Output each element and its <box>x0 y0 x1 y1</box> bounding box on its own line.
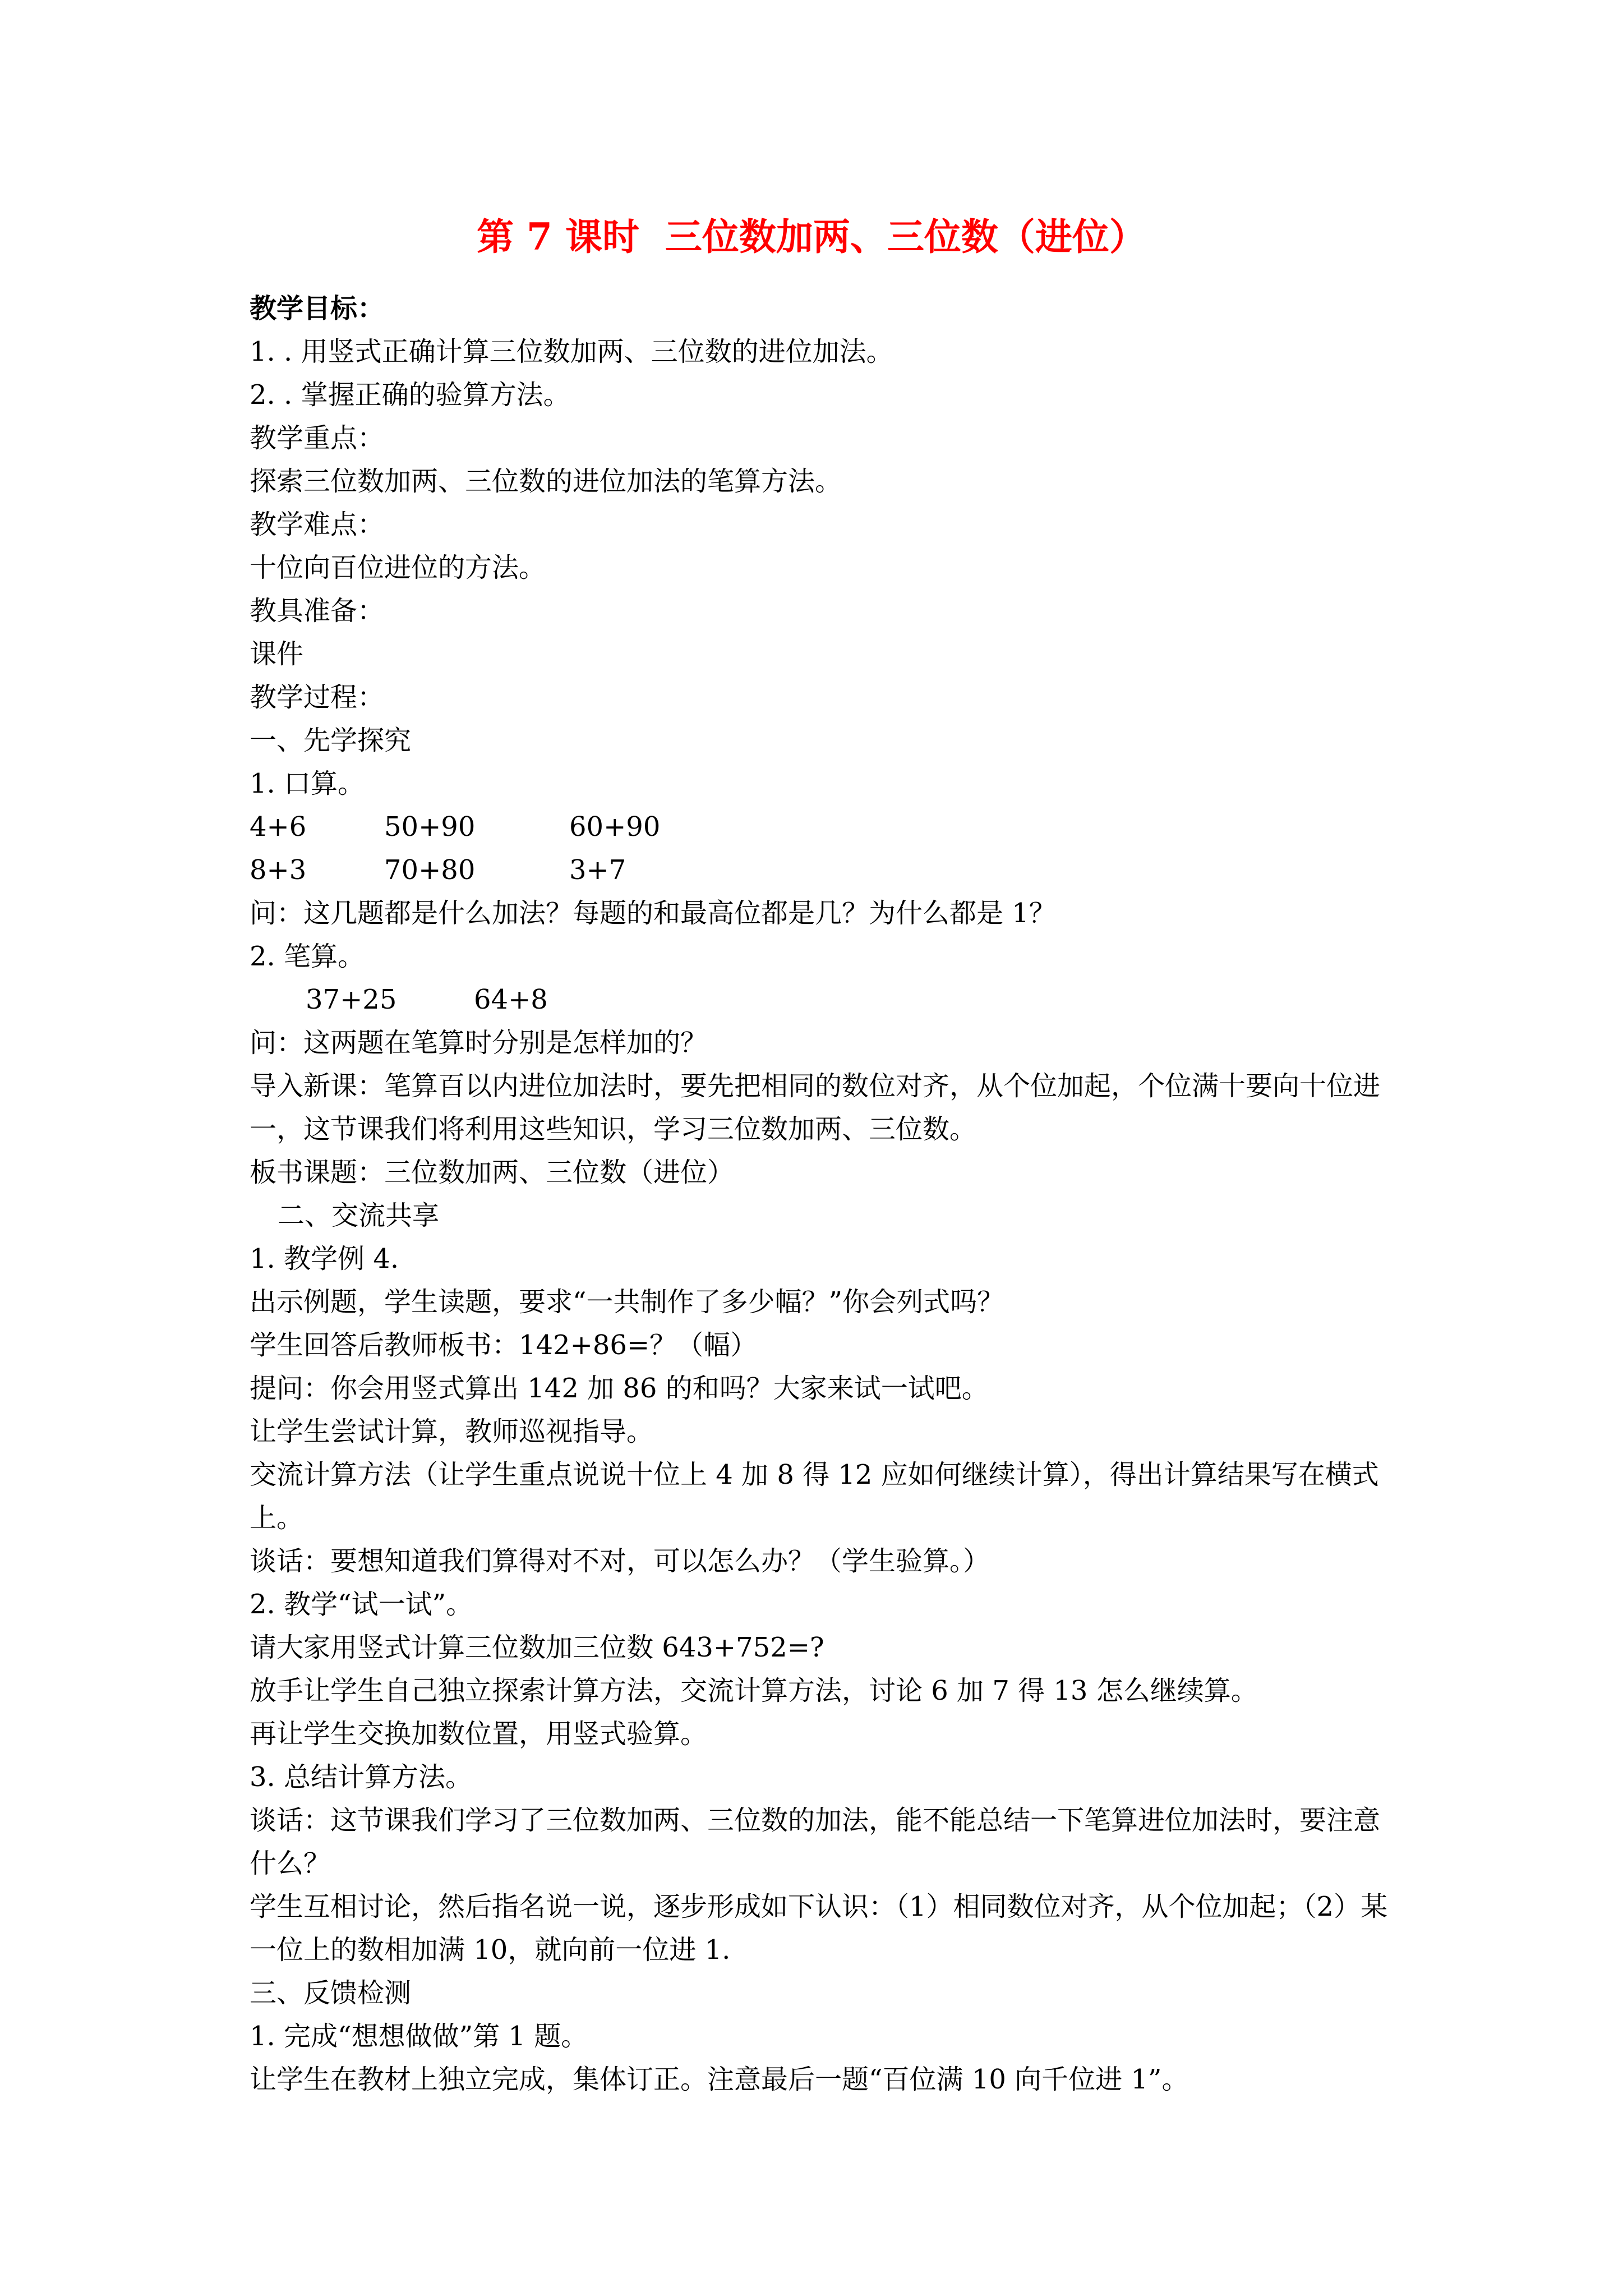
paragraph: 再让学生交换加数位置，用竖式验算。 <box>250 1718 708 1750</box>
paragraph: 让学生尝试计算，教师巡视指导。 <box>250 1416 654 1447</box>
oral-item: 3+7 <box>569 854 626 886</box>
section-2-heading: 二、交流共享 <box>278 1200 440 1231</box>
oral-calc-row-1 <box>250 806 1394 849</box>
paragraph: 出示例题，学生读题，要求“一共制作了多少幅？”你会列式吗？ <box>250 1286 1004 1318</box>
difficulty-label: 教学难点： <box>250 509 385 540</box>
paragraph: 学生回答后教师板书：142+86=？（幅） <box>250 1329 758 1361</box>
exercise-1-label: 1. 完成“想想做做”第 1 题。 <box>250 2021 588 2052</box>
paragraph: 交流计算方法（让学生重点说说十位上 4 加 8 得 12 应如何继续计算），得出计算结果写在横式上。 <box>250 1459 1379 1534</box>
written-item: 64+8 <box>474 984 548 1015</box>
objectives-heading: 教学目标： <box>250 293 385 324</box>
tools-label: 教具准备： <box>250 595 385 627</box>
oral-item: 4+6 <box>250 811 307 843</box>
written-item: 37+25 <box>306 984 397 1015</box>
document-body <box>250 287 1394 2101</box>
summary-label: 3. 总结计算方法。 <box>250 1761 473 1793</box>
board-title: 板书课题：三位数加两、三位数（进位） <box>250 1157 735 1188</box>
oral-item: 8+3 <box>250 854 307 886</box>
question-2: 问：这两题在笔算时分别是怎样加的？ <box>250 1027 708 1059</box>
oral-item: 70+80 <box>384 854 476 886</box>
paragraph: 谈话：要想知道我们算得对不对，可以怎么办？（学生验算。） <box>250 1545 990 1577</box>
question-1: 问：这几题都是什么加法？每题的和最高位都是几？为什么都是 1？ <box>250 898 1056 929</box>
objective-2: 2. . 掌握正确的验算方法。 <box>250 379 570 411</box>
oral-item: 50+90 <box>384 811 476 843</box>
oral-calc-label: 1. 口算。 <box>250 768 365 799</box>
section-1-heading: 一、先学探究 <box>250 725 412 756</box>
key-point-text: 探索三位数加两、三位数的进位加法的笔算方法。 <box>250 466 842 497</box>
example-4-label: 1. 教学例 4. <box>250 1243 399 1274</box>
process-label: 教学过程： <box>250 682 385 713</box>
paragraph: 学生互相讨论，然后指名说一说，逐步形成如下认识：（1）相同数位对齐，从个位加起；（2）某一位上的数相加满 10，就向前一位进 1. <box>250 1891 1388 1966</box>
oral-item: 60+90 <box>569 811 661 843</box>
tools-text: 课件 <box>250 638 304 670</box>
oral-calc-row-2 <box>250 849 1394 892</box>
key-point-label: 教学重点： <box>250 422 385 454</box>
written-calc-row <box>250 978 1394 1022</box>
lesson-title: 第 7 课时 三位数加两、三位数（进位） <box>477 215 1146 259</box>
difficulty-text: 十位向百位进位的方法。 <box>250 552 546 583</box>
paragraph: 提问：你会用竖式算出 142 加 86 的和吗？大家来试一试吧。 <box>250 1373 989 1404</box>
paragraph: 谈话：这节课我们学习了三位数加两、三位数的加法，能不能总结一下笔算进位加法时，要注意什么？ <box>250 1805 1381 1879</box>
paragraph: 放手让学生自己独立探索计算方法，交流计算方法，讨论 6 加 7 得 13 怎么继续算。 <box>250 1675 1258 1706</box>
paragraph: 请大家用竖式计算三位数加三位数 643+752=? <box>250 1632 824 1663</box>
written-calc-label: 2. 笔算。 <box>250 941 365 972</box>
paragraph: 让学生在教材上独立完成，集体订正。注意最后一题“百位满 10 向千位进 1”。 <box>250 2064 1189 2095</box>
try-it-label: 2. 教学“试一试”。 <box>250 1589 473 1620</box>
intro-paragraph: 导入新课：笔算百以内进位加法时，要先把相同的数位对齐，从个位加起，个位满十要向十位进一，这节课我们将利用这些知识，学习三位数加两、三位数。 <box>250 1070 1381 1145</box>
objective-1: 1. . 用竖式正确计算三位数加两、三位数的进位加法。 <box>250 336 893 367</box>
section-3-heading: 三、反馈检测 <box>250 1977 412 2009</box>
